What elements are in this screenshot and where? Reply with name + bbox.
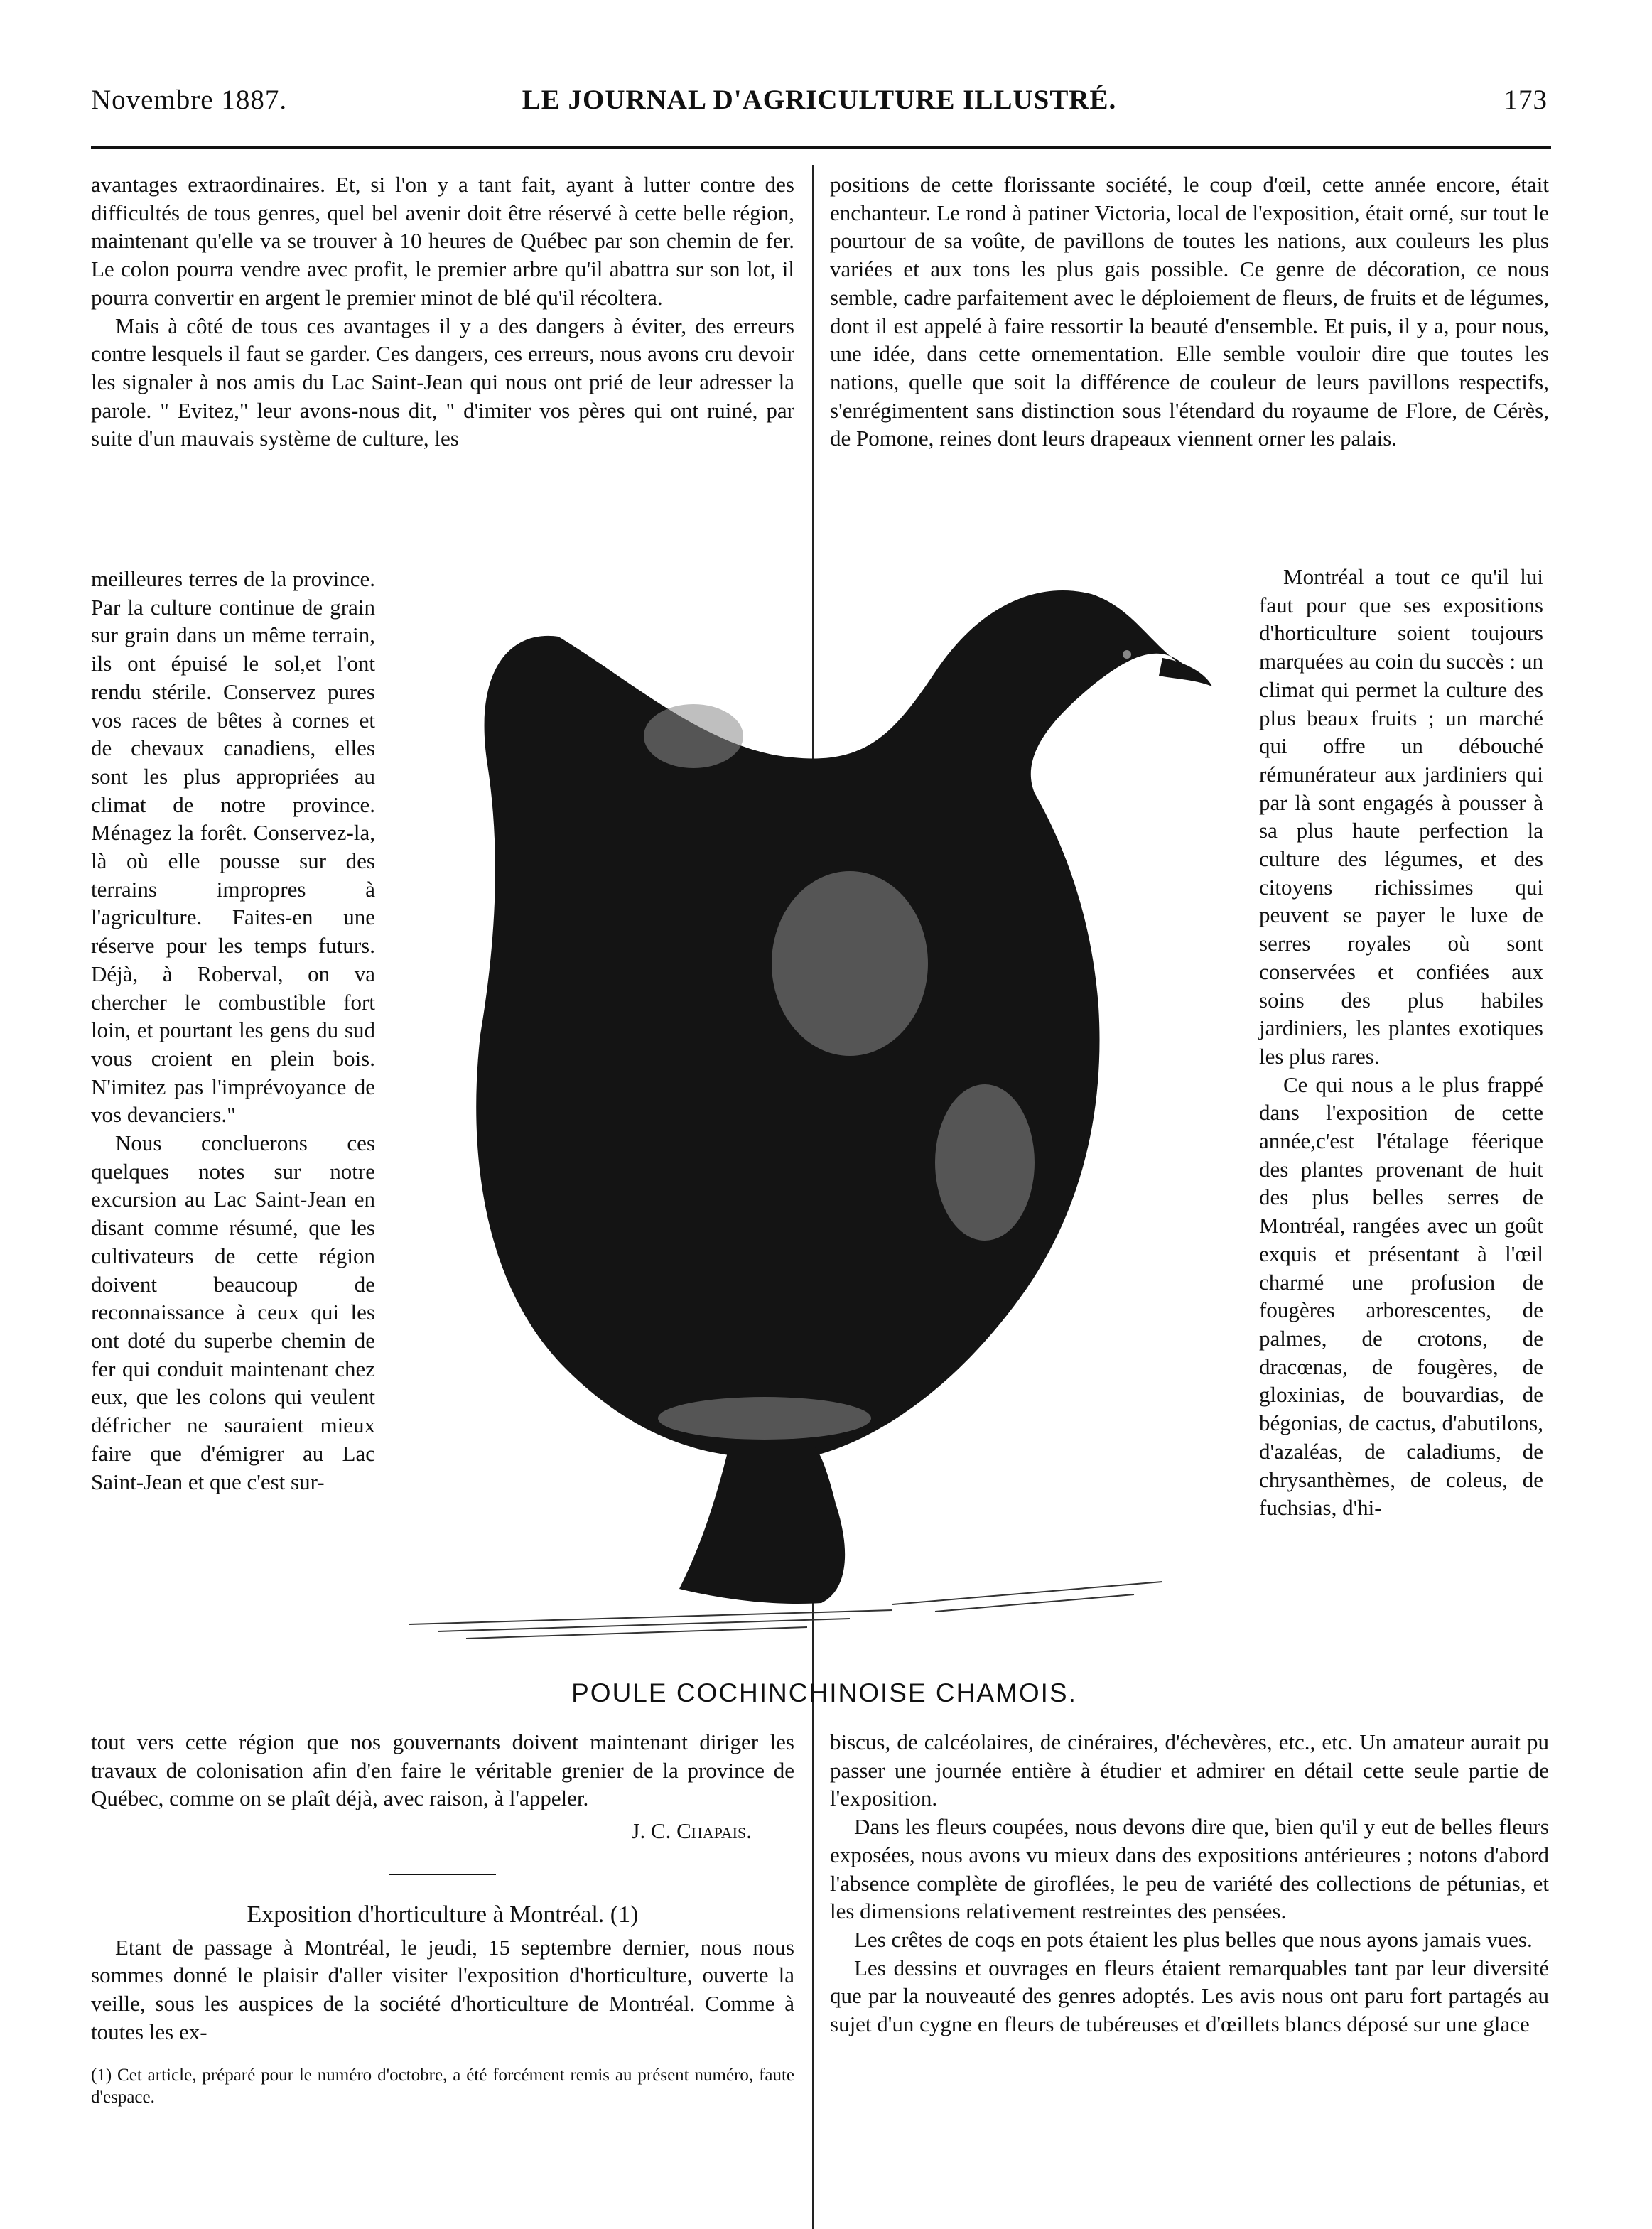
- left-column-top: [91, 171, 794, 453]
- paragraph: Nous concluerons ces quelques notes sur notre excursion au Lac Saint-Jean en disant comme résumé, que les cultivateurs de cette région doivent beaucoup de reconnaissance à ceux qui les ont doté du superbe chemin de fer qui conduit maintenant chez eux, que les colons qui veulent défricher ne sauraient mieux faire que d'émigrer au Lac Saint-Jean et que c'est sur-: [91, 1130, 375, 1494]
- feather-highlight: [658, 1397, 871, 1440]
- header-date: Novembre 1887.: [91, 85, 288, 115]
- paragraph: Ce qui nous a le plus frappé dans l'exposition de cette année,c'est l'étalage féerique des plantes provenant de huit des plus belles serres de Montréal, rangées avec un goût exquis et présentant à l'œil charmé une profusion de fougères arborescentes, de palmes, de crotons, de dracœnas, de fougères, de gloxinias, de bouvardias, de bégonias, de cactus, d'abutilons, d'azaléas, de caladiums, de chrysanthèmes, de coleus, de fuchsias, d'hi-: [1259, 1072, 1543, 1521]
- page-header: [91, 84, 1548, 126]
- paragraph: Dans les fleurs coupées, nous devons dire que, bien qu'il y eut de belles fleurs exposées, nous avons vu mieux dans des expositions antérieures ; notons d'abord l'absence complète de giroflées, le peu de variété des collections de pétunias, et les dimensions relativement restreintes des pensées.: [830, 1814, 1549, 1924]
- hen-legs: [679, 1447, 845, 1604]
- paragraph: avantages extraordinaires. Et, si l'on y a tant fait, ayant à lutter contre des difficultés de tous genres, quel bel avenir doit être réservé à cette belle région, maintenant qu'elle va se trouver à 10 heures de Québec par son chemin de fer. Le colon pourra vendre avec profit, le premier arbre qu'il abattra sur son lot, il pourra convertir en argent le premier minot de blé qu'il récoltera.: [91, 172, 794, 310]
- journal-title: LE JOURNAL D'AGRICULTURE ILLUSTRÉ.: [522, 85, 1117, 115]
- feather-highlight: [644, 704, 743, 768]
- footnote: (1) Cet article, préparé pour le numéro d'octobre, a été forcément remis au présent numéro, faute d'espace.: [91, 2066, 794, 2107]
- right-column-bottom: [830, 1728, 1549, 2039]
- section-divider: [389, 1874, 496, 1875]
- paragraph: biscus, de calcéolaires, de cinéraires, d'échevères, etc., etc. Un amateur aurait pu passer une journée entière à étudier et admirer en détail cette seule partie de l'exposition.: [830, 1729, 1549, 1811]
- left-column-narrow: [91, 565, 375, 1496]
- illustration-caption: POULE COCHINCHINOISE CHAMOIS.: [571, 1678, 1077, 1707]
- left-column-bottom: [91, 1728, 794, 2108]
- paragraph: Etant de passage à Montréal, le jeudi, 15 septembre dernier, nous nous sommes donné le plaisir d'aller visiter l'exposition d'horticulture, ouverte la veille, sous les auspices de la société d'horticulture de Montréal. Comme à toutes les ex-: [91, 1934, 794, 2044]
- right-column-top: [830, 171, 1549, 453]
- page-number: 173: [1503, 85, 1548, 115]
- hen-beak-icon: [1159, 658, 1212, 686]
- hen-illustration: [395, 580, 1269, 1667]
- paragraph: Montréal a tout ce qu'il lui faut pour que ses expositions d'horticulture soient toujours marquées au coin du succès : un climat qui permet la culture des plus beaux fruits ; un marché qui offre un débouché rémunérateur aux jardiniers qui par là sont engagés à pousser à sa plus haute perfection la culture des légumes, et des citoyens richissimes qui peuvent se payer le luxe de serres royales où sont conservées et confiées aux soins des plus habiles jardiniers, les plantes exotiques les plus rares.: [1259, 564, 1543, 1069]
- paragraph: Mais à côté de tous ces avantages il y a des dangers à éviter, des erreurs contre lesquels il faut se garder. Ces dangers, ces erreurs, nous avons cru devoir les signaler à nos amis du Lac Saint-Jean qui nous ont prié de leur adresser la parole. " Evitez," leur avons-nous dit, " d'imiter vos pères qui ont ruiné, par suite d'un mauvais système de culture, les: [91, 313, 794, 451]
- hen-eye-icon: [1123, 650, 1131, 659]
- paragraph: Les dessins et ouvrages en fleurs étaient remarquables tant par leur diversité que par la nouveauté des genres adoptés. Les avis nous ont paru fort partagés au sujet d'un cygne en fleurs de tubéreuses et d'œillets blancs déposé sur une glace: [830, 1955, 1549, 2037]
- section-title: Exposition d'horticulture à Montréal. (1): [247, 1901, 639, 1928]
- feather-highlight: [772, 871, 928, 1056]
- paragraph: Les crêtes de coqs en pots étaient les plus belles que nous ayons jamais vues.: [854, 1926, 1533, 1952]
- header-rule: [91, 146, 1551, 149]
- paragraph: meilleures terres de la province. Par la culture continue de grain sur grain dans un même terrain, ils ont épuisé le sol,et l'ont rendu stérile. Conservez pures vos races de bêtes à cornes et de chevaux canadiens, elles sont les plus appropriées au climat de notre province. Ménagez la forêt. Conservez-la, là où elle pousse sur des terrains impropres à l'agriculture. Faites-en une réserve pour les temps futurs. Déjà, à Roberval, on va chercher le combustible fort loin, et pourtant les gens du sud vous croient en plein bois. N'imitez pas l'imprévoyance de vos devanciers.": [91, 566, 375, 1128]
- right-column-narrow: [1259, 563, 1543, 1522]
- feather-highlight: [935, 1084, 1035, 1241]
- paragraph: positions de cette florissante société, le coup d'œil, cette année encore, était enchanteur. Le rond à patiner Victoria, local de l'exposition, était orné, sur tout le pourtour de sa voûte, de pavillons de toutes les nations, aux couleurs les plus variées et aux tons les plus gais possible. Ce genre de décoration, ce nous semble, cadre parfaitement avec le déploiement de fleurs, de fruits et de légumes, dont il est appelé à faire ressortir la beauté d'ensemble. Et puis, il y a, pour nous, une idée, dans cette ornementation. Elle semble vouloir dire que toutes les nations, quelle que soit la différence de couleur de leurs pavillons respectifs, s'enrégimentent sans distinction sous l'étendard du royaume de Flore, de Cérès, de Pomone, reines dont leurs drapeaux viennent orner les palais.: [830, 172, 1549, 451]
- paragraph: tout vers cette région que nos gouvernants doivent maintenant diriger les travaux de colonisation afin d'en faire le véritable grenier de la province de Québec, comme on se plaît déjà, avec raison, à l'appeler.: [91, 1729, 794, 1811]
- hen-engraving-icon: [395, 580, 1269, 1667]
- author-signature: J. C. Chapais.: [631, 1818, 752, 1844]
